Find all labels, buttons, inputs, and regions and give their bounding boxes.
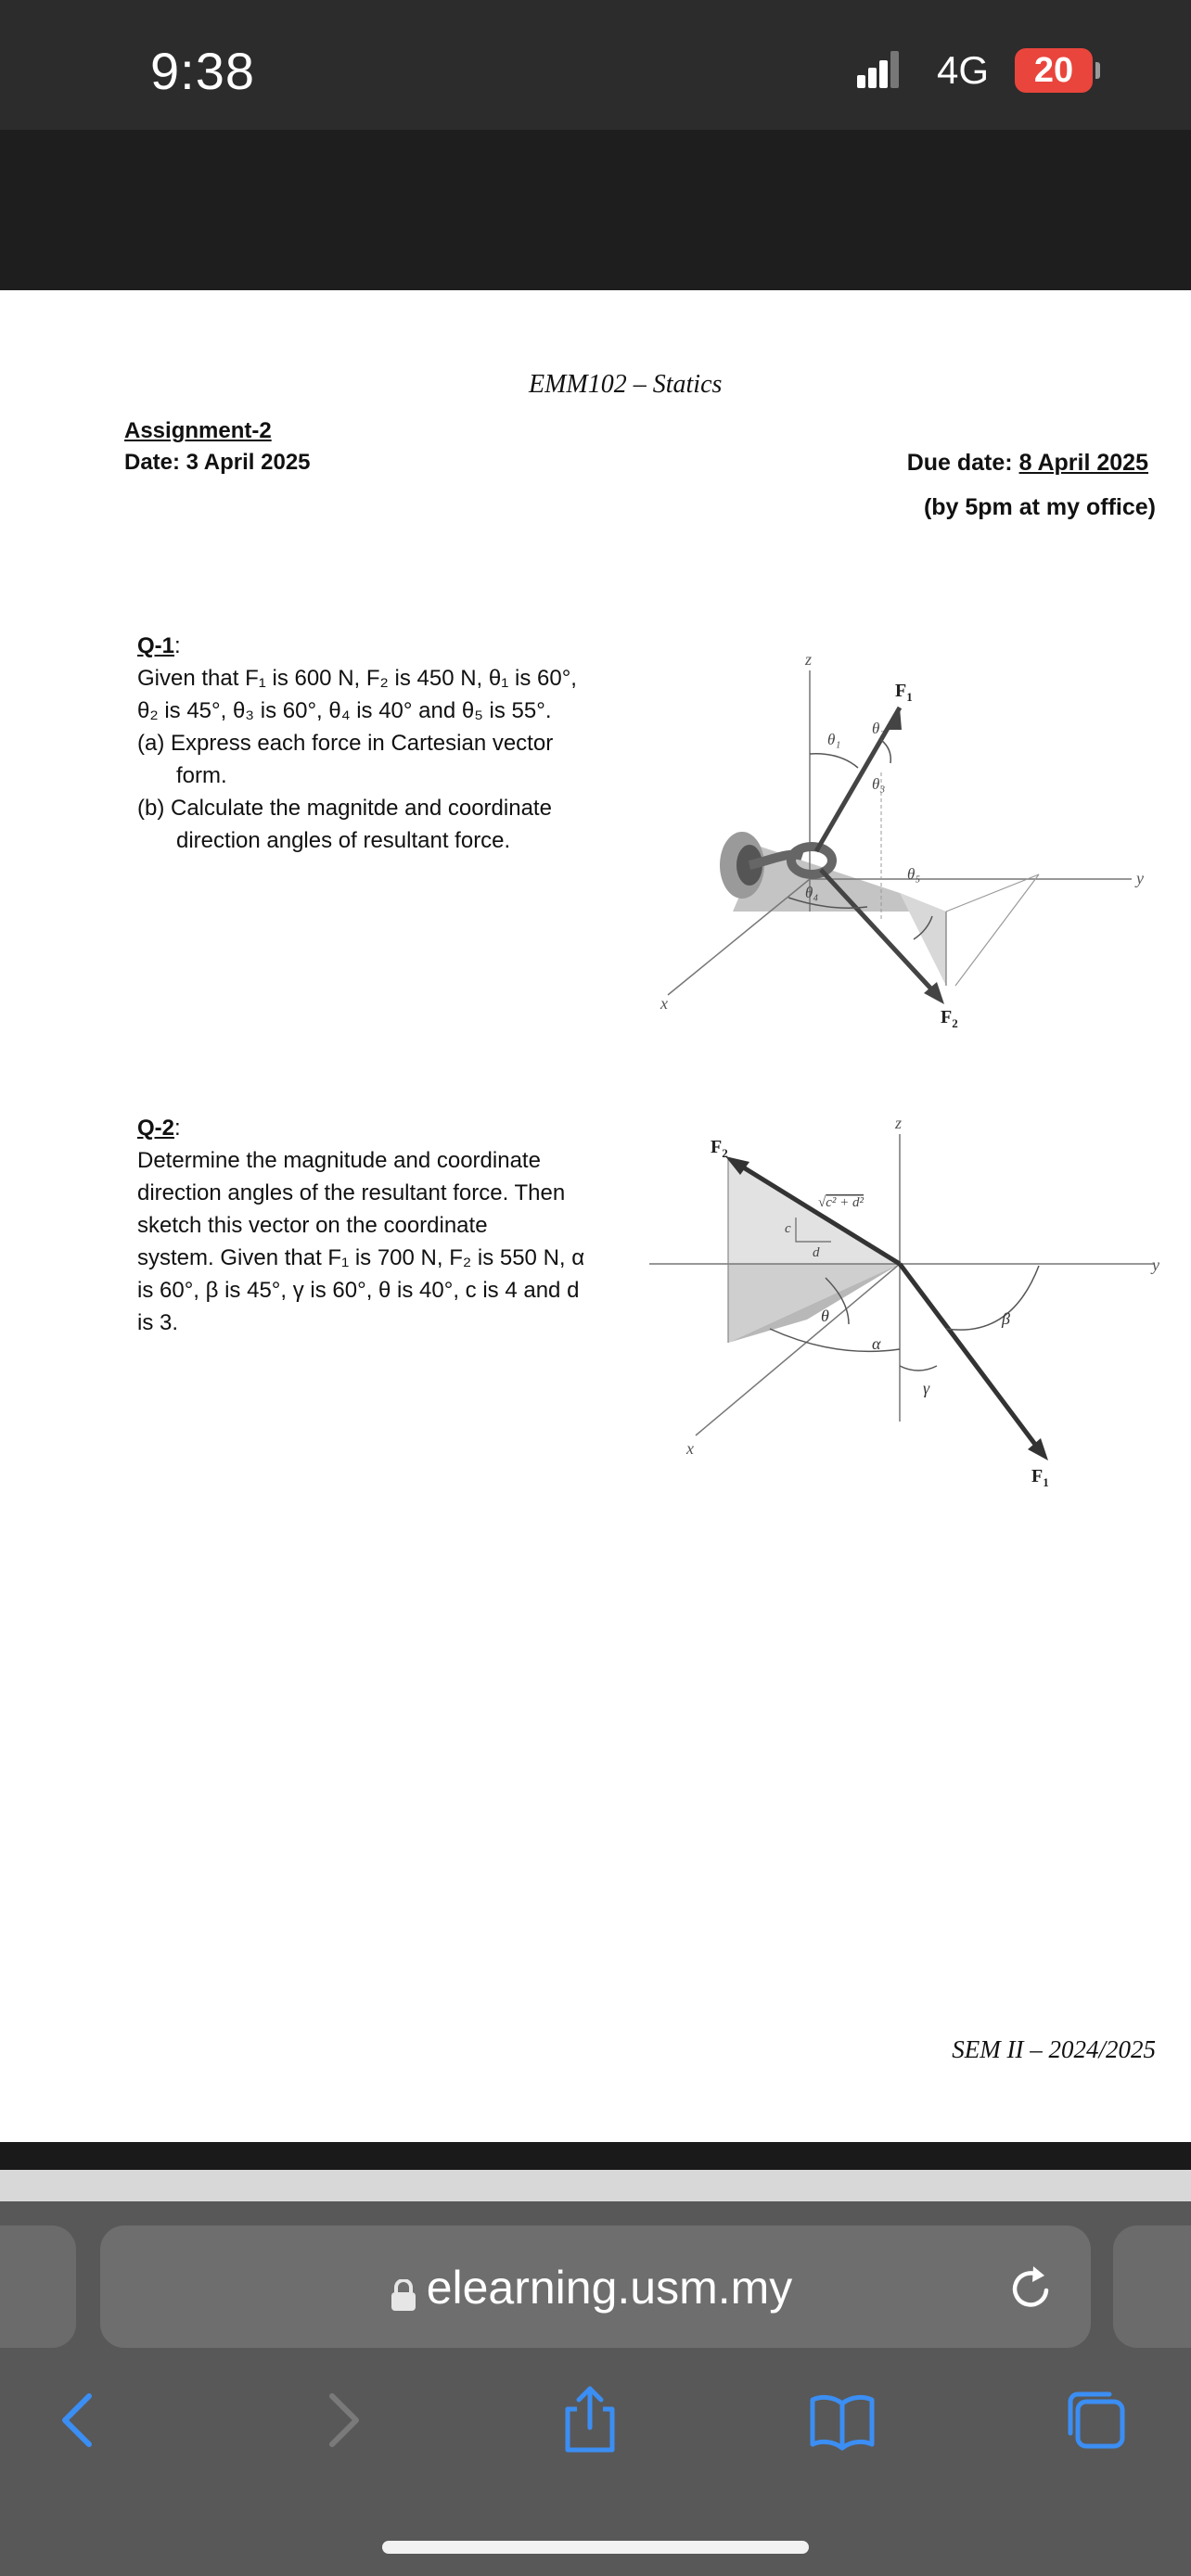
angle-arc bbox=[900, 1366, 937, 1371]
theta3-label: θ₃ bbox=[872, 775, 886, 793]
f2-label bbox=[711, 1137, 728, 1160]
due-date bbox=[907, 450, 1148, 477]
q1-line-1: Given that F₁ is 600 N, F₂ is 450 N, θ₁ is 60°, bbox=[137, 666, 577, 691]
alpha-label: α bbox=[872, 1334, 881, 1353]
x-label: x bbox=[660, 994, 668, 1013]
browser-toolbar bbox=[0, 2201, 1191, 2576]
q2-heading: Q-2: bbox=[137, 1116, 181, 1141]
status-bar bbox=[0, 0, 1191, 130]
assignment-title: Assignment-2 bbox=[124, 418, 272, 443]
c-label: c bbox=[785, 1221, 791, 1236]
battery-level: 20 bbox=[1015, 48, 1093, 93]
due-date-value: 8 April 2025 bbox=[1018, 450, 1148, 476]
due-note: (by 5pm at my office) bbox=[923, 494, 1156, 520]
force-f1-arrowhead bbox=[889, 708, 902, 730]
theta1-label: θ₁ bbox=[827, 731, 841, 748]
q2-line-2: direction angles of the resultant force. Then bbox=[137, 1180, 566, 1205]
q2-line-5: is 60°, β is 45°, γ is 60°, θ is 40°, c is 4 and d bbox=[137, 1278, 580, 1303]
sqrt-label: √c² + d² bbox=[818, 1195, 864, 1210]
due-label: Due date: bbox=[906, 450, 1019, 476]
document-page bbox=[0, 290, 1191, 2142]
network-type: 4G bbox=[937, 48, 990, 92]
theta4-label: θ₄ bbox=[805, 884, 819, 901]
q1-heading: Q-1: bbox=[137, 633, 181, 658]
signal-icon bbox=[857, 51, 900, 88]
tabs-icon[interactable] bbox=[1061, 2385, 1132, 2455]
angle-arc bbox=[881, 740, 890, 763]
clock: 9:38 bbox=[150, 42, 255, 100]
force-f1-arrow bbox=[900, 1264, 1039, 1449]
home-indicator[interactable] bbox=[382, 2541, 809, 2554]
share-icon[interactable] bbox=[555, 2385, 625, 2455]
gamma-label: γ bbox=[923, 1379, 930, 1397]
q1-line-2: θ₂ is 45°, θ₃ is 60°, θ₄ is 40° and θ₅ is 55°. bbox=[137, 698, 552, 723]
q1-part-a-cont: form. bbox=[176, 763, 227, 788]
page-top-band bbox=[0, 130, 1191, 290]
z-label: z bbox=[895, 1116, 903, 1132]
theta2-label: θ₂ bbox=[872, 720, 886, 737]
page-bottom-band bbox=[0, 2142, 1191, 2170]
url-value: elearning.usm.my bbox=[426, 2262, 793, 2314]
bookmarks-icon[interactable] bbox=[807, 2385, 877, 2455]
next-tab[interactable] bbox=[1113, 2225, 1191, 2348]
x-label: x bbox=[686, 1439, 694, 1458]
shaded-plane-side bbox=[900, 893, 946, 986]
f1-letter: F bbox=[1031, 1466, 1044, 1486]
d-label: d bbox=[813, 1245, 820, 1260]
q2-line-1: Determine the magnitude and coordinate bbox=[137, 1148, 541, 1173]
angle-arc bbox=[810, 754, 858, 768]
q1-part-a: (a) Express each force in Cartesian vector bbox=[137, 731, 554, 756]
f1-subscript: 1 bbox=[1043, 1475, 1049, 1489]
f1-label bbox=[1031, 1466, 1049, 1489]
f2-letter: F bbox=[941, 1007, 953, 1027]
course-title: EMM102 – Statics bbox=[529, 370, 723, 399]
q2-line-4: system. Given that F₁ is 700 N, F₂ is 550 N, α bbox=[137, 1245, 585, 1270]
theta-label: θ bbox=[821, 1307, 829, 1325]
q2-title: Q-2 bbox=[137, 1116, 175, 1141]
beta-label: β bbox=[1002, 1309, 1010, 1328]
assignment-date: Date: 3 April 2025 bbox=[124, 450, 311, 475]
semester-footer: SEM II – 2024/2025 bbox=[952, 2035, 1156, 2063]
sqrt-expression: c² + d² bbox=[826, 1195, 864, 1210]
battery-icon bbox=[1095, 62, 1100, 79]
reload-icon[interactable] bbox=[1005, 2263, 1057, 2315]
f1-subscript: 1 bbox=[906, 690, 913, 704]
z-label: z bbox=[805, 650, 813, 669]
y-label: y bbox=[1152, 1256, 1159, 1274]
q2-line-6: is 3. bbox=[137, 1310, 179, 1335]
f1-letter: F bbox=[895, 681, 907, 701]
y-label: y bbox=[1136, 869, 1144, 887]
toolbar-gap bbox=[0, 2170, 1191, 2201]
figure-q1 bbox=[649, 633, 1169, 1069]
q1-part-b: (b) Calculate the magnitde and coordinate bbox=[137, 796, 552, 821]
f2-subscript: 2 bbox=[952, 1016, 958, 1030]
q1-part-b-cont: direction angles of resultant force. bbox=[176, 828, 511, 853]
address-bar[interactable] bbox=[100, 2225, 1091, 2348]
f1-label bbox=[895, 681, 913, 704]
q2-line-3: sketch this vector on the coordinate bbox=[137, 1213, 488, 1238]
url-text[interactable] bbox=[100, 2261, 1091, 2315]
f2-label bbox=[941, 1007, 958, 1030]
force-f1-arrow bbox=[816, 708, 900, 851]
figure-q2 bbox=[640, 1116, 1178, 1496]
back-icon[interactable] bbox=[45, 2385, 115, 2455]
q1-title: Q-1 bbox=[137, 633, 175, 658]
previous-tab[interactable] bbox=[0, 2225, 76, 2348]
angle-arc bbox=[946, 1266, 1039, 1330]
f2-subscript: 2 bbox=[722, 1146, 728, 1160]
theta5-label: θ₅ bbox=[907, 865, 921, 883]
forward-icon[interactable] bbox=[306, 2385, 377, 2455]
f2-letter: F bbox=[711, 1137, 723, 1157]
